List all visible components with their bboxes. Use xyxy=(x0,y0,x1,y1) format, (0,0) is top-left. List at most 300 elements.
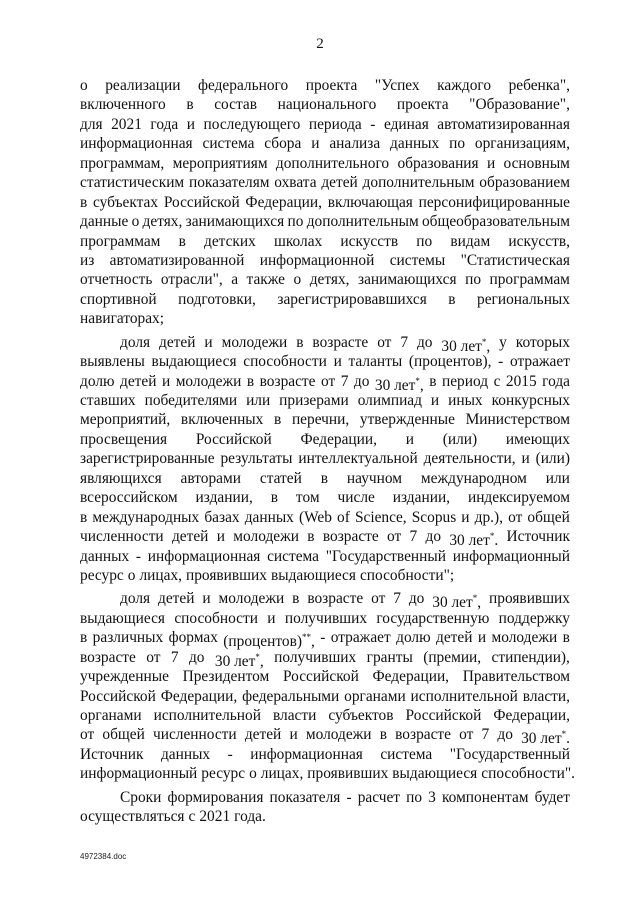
word: международном xyxy=(420,469,527,487)
word: национального xyxy=(277,96,377,114)
word: искусств, xyxy=(508,232,570,250)
word: отрасли", xyxy=(160,271,223,289)
word: образованием xyxy=(479,174,570,192)
word: подготовки, xyxy=(178,290,256,308)
text-line xyxy=(80,764,575,783)
text-line xyxy=(80,687,570,706)
word: доля xyxy=(120,333,151,351)
word: в xyxy=(246,372,255,390)
word: Российской xyxy=(80,687,156,705)
text-line xyxy=(80,372,570,394)
word: будет xyxy=(534,788,570,806)
word: до xyxy=(416,333,433,351)
word: способности". xyxy=(481,765,575,783)
page-number: 2 xyxy=(316,36,324,52)
word: субъектов xyxy=(328,707,394,724)
word: долю xyxy=(396,629,431,647)
word: осуществляться xyxy=(80,808,185,826)
word: и xyxy=(461,508,470,526)
word: и xyxy=(161,372,171,390)
word: данных xyxy=(390,135,440,153)
word: от xyxy=(508,508,523,526)
word: детей xyxy=(120,372,157,390)
word: у xyxy=(499,333,507,351)
word: анализа xyxy=(329,135,381,153)
word: в xyxy=(296,333,304,351)
word: издании, xyxy=(195,489,253,507)
word: навигаторах; xyxy=(80,310,165,328)
document-body xyxy=(80,76,575,827)
word: данных xyxy=(244,508,294,526)
word: возрасте xyxy=(259,372,316,390)
word: до xyxy=(425,528,442,546)
word: периода xyxy=(308,115,362,133)
word: численности xyxy=(80,528,164,546)
word: детских xyxy=(204,232,256,250)
word: гранты xyxy=(366,648,413,666)
word: of xyxy=(337,508,350,526)
word: органами xyxy=(344,687,406,705)
word: лицах, xyxy=(139,566,182,584)
word: - xyxy=(498,353,504,371)
word: "Статистическая xyxy=(460,251,570,269)
word: включающая xyxy=(327,193,413,211)
word: ставших xyxy=(80,392,136,409)
file-name-footer: 4972384.doc xyxy=(80,852,127,861)
text-line xyxy=(80,648,570,670)
word: доля xyxy=(120,590,151,608)
word: о xyxy=(131,213,140,231)
word: которых xyxy=(515,333,570,351)
word: получивших xyxy=(274,648,357,666)
word: молодежи xyxy=(233,528,299,546)
word: детях, xyxy=(309,271,350,289)
word: включенного xyxy=(80,96,166,114)
word: Российской xyxy=(405,707,482,724)
word: 7 xyxy=(340,372,349,390)
word: занимающихся xyxy=(357,271,457,289)
word: выдающиеся xyxy=(80,609,165,627)
word: стипендии), xyxy=(491,648,570,666)
word: системы xyxy=(389,251,446,269)
word: поддержку xyxy=(498,609,570,627)
word: в xyxy=(292,590,300,608)
word: программам xyxy=(489,271,570,289)
word: детей xyxy=(158,590,195,608)
word: получивших xyxy=(284,609,368,627)
word: Федерации, xyxy=(245,193,322,211)
word: ресурс xyxy=(201,765,246,783)
word: от xyxy=(387,528,402,546)
word: - xyxy=(320,629,326,647)
word: субъектах xyxy=(93,193,159,211)
text-line xyxy=(80,391,570,410)
text-line xyxy=(80,173,570,192)
word: федеральными xyxy=(242,687,340,705)
word: детей xyxy=(321,174,358,192)
word: компонентам xyxy=(441,788,529,806)
word: - xyxy=(135,547,142,565)
word: система xyxy=(202,135,255,153)
word: детей xyxy=(171,528,209,546)
word: 7 xyxy=(481,726,490,744)
word: базах xyxy=(204,508,240,526)
word: информационная xyxy=(147,547,261,565)
word: с xyxy=(188,808,196,826)
text-line xyxy=(80,706,570,725)
word: о xyxy=(293,271,302,289)
word: в xyxy=(562,629,570,647)
word: и xyxy=(204,333,213,351)
word: всероссийском xyxy=(80,489,178,507)
word: мероприятий, xyxy=(80,411,171,429)
word: расчет xyxy=(357,788,401,806)
word: в xyxy=(274,411,282,429)
word: в xyxy=(80,193,88,211)
word: период xyxy=(441,372,489,390)
word: сбора xyxy=(264,135,302,153)
word: деятельности, xyxy=(423,450,516,468)
word: последующего xyxy=(203,115,301,133)
word: отражает xyxy=(509,353,570,371)
text-line xyxy=(80,134,570,153)
word: ресурс xyxy=(80,566,124,584)
word: или xyxy=(246,392,271,409)
word: статистическим xyxy=(80,174,185,192)
word: от xyxy=(80,726,95,744)
word: состав xyxy=(214,96,257,114)
word: основным xyxy=(503,154,570,172)
word: программам, xyxy=(80,154,165,172)
word: учрежденные xyxy=(80,668,169,686)
text-line xyxy=(80,333,570,355)
word: выдающиеся xyxy=(151,353,237,371)
word: 7 xyxy=(170,648,179,666)
word: и xyxy=(202,590,211,608)
word: в xyxy=(80,508,88,526)
word: "Образование", xyxy=(469,96,570,114)
word: Министерством xyxy=(465,411,570,429)
word: данных xyxy=(80,547,130,565)
word: информационный xyxy=(80,765,198,783)
word: и xyxy=(477,629,487,647)
word: (Web xyxy=(298,508,332,526)
word: интеллектуальной xyxy=(298,450,418,468)
word: числе xyxy=(337,489,375,507)
word: по xyxy=(416,232,433,250)
word: охвата xyxy=(274,174,317,192)
word: 2021 xyxy=(199,808,231,826)
word: Источник xyxy=(506,528,570,546)
word: конкурсных xyxy=(491,392,570,409)
text-line xyxy=(80,807,570,826)
text-line xyxy=(80,430,570,449)
word: "Государственный xyxy=(449,745,570,763)
text-line xyxy=(80,290,570,309)
word: детей xyxy=(436,629,473,647)
word: молодежи xyxy=(305,726,372,744)
word: 30 лет*. xyxy=(521,729,570,748)
text-line xyxy=(80,212,570,231)
word: таланты xyxy=(348,353,403,371)
word: до xyxy=(497,726,513,744)
text-line xyxy=(80,352,570,371)
word: возрасте xyxy=(307,590,364,608)
word: каждого xyxy=(437,77,492,94)
word: 7 xyxy=(400,333,409,351)
word: Президентом xyxy=(182,668,270,686)
word: программам xyxy=(80,232,161,250)
word: долю xyxy=(80,372,115,390)
text-line xyxy=(80,115,570,134)
word: Российской xyxy=(282,668,359,686)
word: до xyxy=(408,590,425,608)
word: 3 xyxy=(428,788,436,806)
word: по xyxy=(449,135,466,153)
text-line xyxy=(80,76,570,95)
word: и xyxy=(521,450,530,468)
word: 30 лет*, xyxy=(214,651,264,670)
word: показателя xyxy=(269,788,341,806)
word: Федерации, xyxy=(300,430,377,448)
word: 30 лет*, xyxy=(374,375,424,394)
word: - xyxy=(227,745,233,763)
word: детей xyxy=(159,333,196,351)
word: и xyxy=(311,135,320,153)
word: проявивших xyxy=(489,590,570,608)
text-line xyxy=(80,589,570,612)
word: и xyxy=(267,609,276,627)
word: детях, xyxy=(142,213,183,231)
word: победителями xyxy=(144,392,238,409)
text-line xyxy=(80,725,570,748)
word: зарегистрировавшихся xyxy=(277,290,427,308)
word: информационная xyxy=(80,135,193,153)
word: и xyxy=(430,392,440,409)
word: формирования xyxy=(167,788,264,806)
word: показателям xyxy=(188,174,270,192)
word: молодежи xyxy=(218,590,285,608)
word: 7 xyxy=(393,590,401,608)
word: о xyxy=(80,77,88,94)
word: молодежи xyxy=(175,372,242,390)
word: (премии, xyxy=(423,648,482,666)
text-line xyxy=(80,508,570,527)
word: система xyxy=(267,547,320,565)
word: дополнительным xyxy=(362,174,475,192)
text-line xyxy=(80,566,570,585)
word: и xyxy=(186,115,196,133)
word: и xyxy=(216,528,225,546)
word: с xyxy=(493,372,501,390)
word: способности xyxy=(243,353,327,371)
word: отчетность xyxy=(80,271,153,289)
word: персонифицированные xyxy=(418,193,570,211)
word: призерами xyxy=(279,392,349,409)
word: Science, xyxy=(354,508,407,526)
word: зарегистрированные xyxy=(80,450,215,468)
word: по xyxy=(465,271,482,289)
word: дополнительного xyxy=(275,154,390,172)
word: от xyxy=(459,726,474,744)
word: проявивших xyxy=(307,765,389,783)
word: 2021 xyxy=(111,115,142,133)
word: выдающиеся xyxy=(270,566,356,584)
word: формах xyxy=(168,629,218,647)
word: детей xyxy=(244,726,282,744)
word: Российской xyxy=(195,430,272,448)
word: являющихся xyxy=(80,469,162,487)
word: общей xyxy=(527,508,570,526)
text-line xyxy=(80,449,570,468)
word: Федерации, xyxy=(372,668,450,686)
word: (процентов)**, xyxy=(223,632,315,651)
word: (или) xyxy=(442,430,478,448)
text-line xyxy=(80,667,570,686)
word: данные xyxy=(80,213,129,231)
word: способности xyxy=(174,609,258,627)
word: лицах, xyxy=(260,765,304,783)
word: в xyxy=(178,232,186,250)
word: индексируемом xyxy=(467,489,570,507)
word: от xyxy=(371,590,386,608)
word: выдающиеся xyxy=(392,765,478,783)
word: школах xyxy=(274,232,323,250)
word: включенных xyxy=(180,411,264,429)
word: - xyxy=(370,115,376,133)
word: Федерации, xyxy=(493,707,570,724)
text-line xyxy=(80,628,570,651)
text-line xyxy=(80,309,570,328)
word: проявивших xyxy=(186,566,267,584)
word: возрасте xyxy=(395,726,451,744)
word: Источник xyxy=(80,745,144,763)
word: возрасте xyxy=(312,333,369,351)
word: возрасте xyxy=(80,648,136,666)
word: 30 лет*, xyxy=(441,336,491,355)
word: данных xyxy=(160,745,211,763)
word: информационной xyxy=(259,251,375,269)
word: общей xyxy=(102,726,145,744)
word: от xyxy=(320,372,336,390)
word: от xyxy=(146,648,161,666)
word: (процентов), xyxy=(408,353,492,371)
word: государственную xyxy=(376,609,490,627)
word: видам xyxy=(450,232,491,250)
text-line xyxy=(80,251,570,270)
word: региональных xyxy=(477,290,570,308)
word: (или) xyxy=(535,450,570,468)
text-line xyxy=(80,609,570,628)
word: утвержденные xyxy=(359,411,455,429)
word: для xyxy=(80,115,103,133)
word: научном xyxy=(346,469,403,487)
word: 7 xyxy=(409,528,418,546)
word: 30 лет*, xyxy=(432,593,482,612)
text-line xyxy=(80,95,570,114)
word: и xyxy=(289,726,298,744)
word: проекта xyxy=(305,77,358,94)
word: "Государственный xyxy=(325,547,446,565)
word: система xyxy=(380,745,433,763)
text-line xyxy=(80,193,570,212)
word: иных xyxy=(448,392,483,409)
text-line xyxy=(80,232,570,251)
word: "Успех xyxy=(374,77,420,94)
word: и xyxy=(486,154,496,172)
word: Scopus xyxy=(411,508,457,526)
word: исполнительной xyxy=(410,687,518,705)
word: а xyxy=(231,271,239,289)
word: международных xyxy=(92,508,200,526)
word: мероприятиям xyxy=(172,154,268,172)
text-line xyxy=(80,488,570,507)
word: выявлены xyxy=(80,353,145,371)
text-line xyxy=(80,547,570,566)
word: года xyxy=(150,115,179,133)
word: просвещения xyxy=(80,430,168,448)
word: года xyxy=(542,372,570,390)
word: проекта xyxy=(396,96,449,114)
word: ребенка", xyxy=(508,77,570,94)
word: молодежи xyxy=(491,629,558,647)
word: автоматизированной xyxy=(109,251,245,269)
word: о xyxy=(249,765,257,783)
word: или xyxy=(545,469,570,487)
word: искусств xyxy=(340,232,399,250)
word: перечни, xyxy=(291,411,350,429)
word: года. xyxy=(234,808,266,826)
word: - xyxy=(346,788,352,806)
word: автоматизированная xyxy=(437,115,570,133)
word: в xyxy=(307,528,315,546)
word: молодежи xyxy=(221,333,288,351)
word: олимпиад xyxy=(357,392,422,409)
word: Правительством xyxy=(462,668,570,686)
text-line xyxy=(80,745,570,764)
word: в xyxy=(186,96,194,114)
word: способности"; xyxy=(359,566,455,584)
word: по xyxy=(287,213,304,231)
word: в xyxy=(379,726,387,744)
text-line xyxy=(80,270,570,289)
word: отражает xyxy=(330,629,391,647)
word: власти, xyxy=(522,687,570,705)
word: 30 лет*. xyxy=(449,531,499,550)
word: Федерации, xyxy=(160,687,238,705)
word: том xyxy=(295,489,320,507)
word: по xyxy=(406,788,423,806)
word: о xyxy=(127,566,136,584)
word: и xyxy=(405,430,414,448)
word: общеобразовательным xyxy=(421,213,570,231)
word: организациям, xyxy=(474,135,570,153)
word: имеющих xyxy=(505,430,570,448)
word: дополнительным xyxy=(306,213,419,231)
text-line xyxy=(80,527,570,550)
word: до xyxy=(188,648,205,666)
word: Российской xyxy=(163,193,240,211)
word: различных xyxy=(92,629,164,647)
word: в xyxy=(448,290,456,308)
word: в xyxy=(270,489,278,507)
text-line xyxy=(80,469,570,488)
word: исполнительной xyxy=(153,707,261,724)
word: образования xyxy=(397,154,479,172)
word: возрасте xyxy=(322,528,379,546)
word: 2015 xyxy=(505,372,537,390)
word: федерального xyxy=(197,77,289,94)
